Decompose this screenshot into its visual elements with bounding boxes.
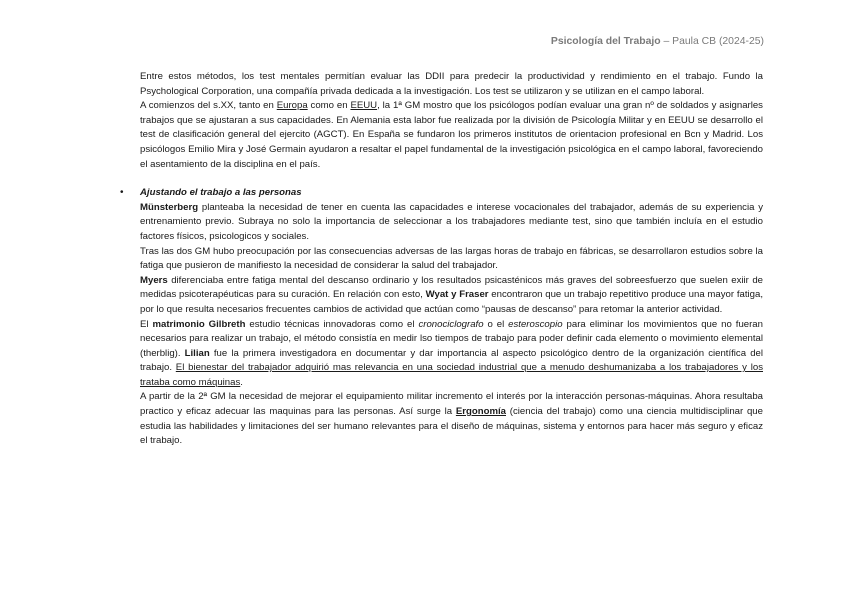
text-run: planteaba la necesidad de tener en cuenta las capacidades e interese vocacionales del trabajador, además de su experiencia y entrenamiento previo. Subraya no solo la importancia de seleccionar a los trabajadores mediante test, sino que también incluía en el estudio factores físicos, psicologicos y sociales. bbox=[140, 201, 763, 242]
europa-term: Europa bbox=[276, 100, 308, 112]
paragraph-gilbreth bbox=[140, 318, 763, 391]
wyatt-fraser-name: Wyat y Fraser bbox=[425, 289, 489, 301]
wellbeing-underlined: El bienestar del trabajador adquirió mas relevancia en una sociedad industrial que a menudo deshumanizaba a los trabajadores y los trataba como máquinas bbox=[140, 362, 763, 388]
paragraph-myers bbox=[140, 274, 763, 318]
text-run: (ciencia del trabajo) como una ciencia multidisciplinar que estudia las habilidades y limitaciones del ser humano relevantes para el diseño de máquinas, sistema y entornos para hacer más seguro y eficaz el trabajo. bbox=[140, 406, 763, 447]
text-run: A comienzos del s.XX, tanto en bbox=[140, 100, 277, 112]
section-heading: Ajustando el trabajo a las personas bbox=[140, 187, 302, 199]
text-run: fue la primera investigadora en documentar y dar importancia al aspecto psicológico dentro de la organización científica del trabajo. bbox=[140, 347, 763, 374]
cronociclografo-term: cronociclografo bbox=[418, 318, 484, 330]
text-run: encontraron que un trabajo repetitivo produce una mayor fatiga, por lo que resulta necesarios frecuentes cambios de actividad que actúan como “pausas de descanso” para retomar la anterior actividad. bbox=[140, 289, 763, 315]
text-run: estudio técnicas innovadoras como el bbox=[245, 318, 419, 330]
munsterberg-name: Münsterberg bbox=[140, 201, 199, 213]
paragraph-tests: Entre estos métodos, los test mentales permitían evaluar las DDII para predecir la productividad y rendimiento en el trabajo. Fundo la Psychological Corporation, una compañía privada dedicada a la investigación. Los test se utilizaron y se utilizan en el campo laboral. bbox=[140, 71, 763, 97]
text-run: A partir de la 2ª GM la necesidad de mejorar el equipamiento militar incremento el interés por la interacción personas-máquinas. Ahora resultaba practico y eficaz adecuar las maquinas para las personas. Así surge la bbox=[140, 391, 763, 418]
paragraph-munsterberg bbox=[140, 201, 763, 245]
text-run: , la 1ª GM mostro que los psicólogos podían evaluar una gran nº de soldados y asignarles trabajos que se ajustaran a sus capacidades. En Alemania esta labor fue realizada por la división de Psicología Militar y en EEUU se desarrollo el test de clasificación general del ejercito (AGCT). En España se fundaron los primeros institutos de orientacion profesional en Bcn y Madrid. Los psicólogos Emilio Mira y José Germain ayudaron a resaltar el papel fundamental de la investigación psicológica en el campo laboral, favoreciendo el asentamiento de la disciplina en el país. bbox=[140, 100, 763, 170]
text-run: diferenciaba entre fatiga mental del descanso ordinario y los resultados psicasténicos más graves del sobreesfuerzo que suelen exiir de medidas psicoterapéuticas para su curación. En relación con esto, bbox=[140, 274, 763, 301]
eeuu-term: EEUU bbox=[350, 100, 378, 112]
paragraph-first-world-war bbox=[140, 99, 763, 172]
paragraph-fatigue: Tras las dos GM hubo preocupación por las consecuencias adversas de las largas horas de trabajo en fábricas, se desarrollaron estudios sobre la fatiga que pusieron de manifiesto la necesidad de considerar la salud del trabajador. bbox=[140, 245, 763, 272]
document-body bbox=[120, 70, 763, 449]
page-header bbox=[551, 36, 764, 47]
text-run: El bbox=[140, 318, 153, 330]
text-run: como en bbox=[307, 100, 351, 112]
text-run: . bbox=[240, 376, 243, 388]
text-run: para eliminar los movimientos que no fueran necesarios para realizar un trabajo, el método consistía en medir lso tiempos de trabajo para poder definir cada elemento o movimiento elemental (therblig). bbox=[140, 318, 763, 359]
lilian-name: Lilian bbox=[184, 347, 210, 359]
bullet-marker: • bbox=[120, 187, 124, 199]
gilbreth-name: matrimonio Gilbreth bbox=[152, 318, 246, 330]
paragraph-ergonomia bbox=[140, 390, 763, 448]
bullet-section bbox=[120, 186, 763, 449]
myers-name: Myers bbox=[140, 274, 168, 286]
ergonomia-term: Ergonomía bbox=[455, 406, 506, 418]
text-run: o el bbox=[483, 318, 509, 330]
header-author: – Paula CB (2024-25) bbox=[660, 36, 764, 47]
header-title: Psicología del Trabajo bbox=[550, 36, 661, 47]
esteroscopio-term: esteroscopio bbox=[508, 318, 563, 330]
